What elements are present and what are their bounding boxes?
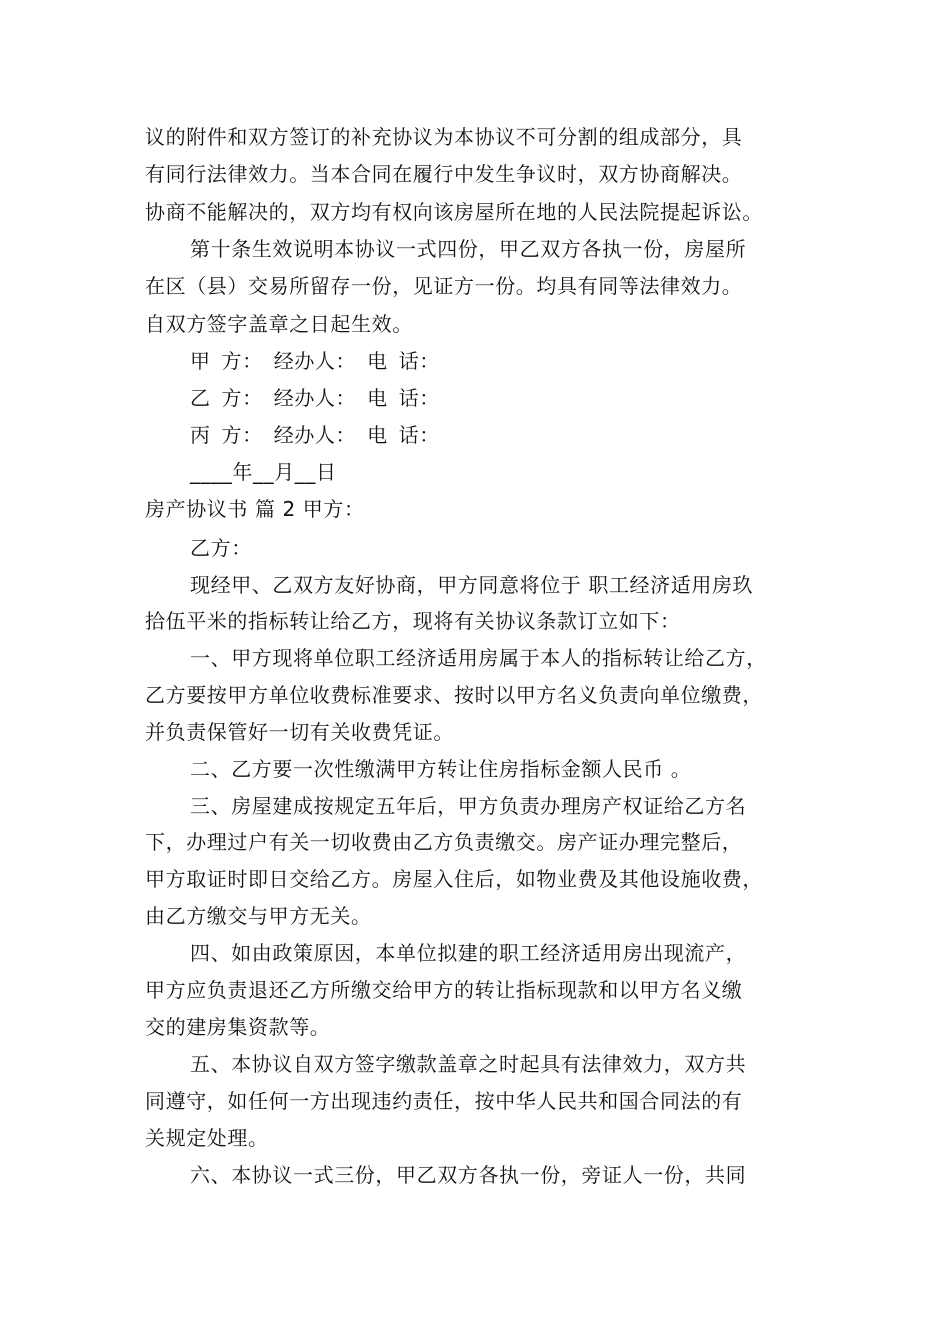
signature-line-party-c: 丙 方： 经办人： 电 话： xyxy=(190,423,440,447)
text-line: 议的附件和双方签订的补充协议为本协议不可分割的组成部分，具 xyxy=(145,125,743,149)
text-line: 乙方要按甲方单位收费标准要求、按时以甲方名义负责向单位缴费， xyxy=(145,683,763,707)
party-b-label: 乙方： xyxy=(190,536,252,560)
section-heading: 房产协议书 篇 2 甲方： xyxy=(145,497,365,521)
clause-4-line: 四、如由政策原因，本单位拟建的职工经济适用房出现流产， xyxy=(190,941,747,965)
text-line: 自双方签字盖章之日起生效。 xyxy=(145,312,413,336)
text-line: 协商不能解决的，双方均有权向该房屋所在地的人民法院提起诉讼。 xyxy=(145,200,763,224)
signature-line-party-b: 乙 方： 经办人： 电 话： xyxy=(190,386,440,410)
clause-6-line: 六、本协议一式三份，甲乙双方各执一份，旁证人一份，共同 xyxy=(190,1163,747,1187)
text-line: 关规定处理。 xyxy=(145,1126,269,1150)
signature-line-party-a: 甲 方： 经办人： 电 话： xyxy=(190,349,440,373)
text-line: 同遵守，如任何一方出现违约责任，按中华人民共和国合同法的有 xyxy=(145,1089,743,1113)
clause-5-line: 五、本协议自双方签字缴款盖章之时起具有法律效力，双方共 xyxy=(190,1052,747,1076)
text-line: 并负责保管好一切有关收费凭证。 xyxy=(145,720,454,744)
date-line: ____年__月__日 xyxy=(190,460,337,484)
text-line: 在区（县）交易所留存一份，见证方一份。均具有同等法律效力。 xyxy=(145,274,743,298)
text-line: 由乙方缴交与甲方无关。 xyxy=(145,904,372,928)
text-line: 甲方应负责退还乙方所缴交给甲方的转让指标现款和以甲方名义缴 xyxy=(145,978,743,1002)
clause-1-line: 一、甲方现将单位职工经济适用房属于本人的指标转让给乙方， xyxy=(190,646,767,670)
paragraph-start-line: 第十条生效说明本协议一式四份，甲乙双方各执一份，房屋所 xyxy=(190,237,747,261)
text-line: 有同行法律效力。当本合同在履行中发生争议时，双方协商解决。 xyxy=(145,162,743,186)
paragraph-start-line: 现经甲、乙双方友好协商，甲方同意将位于 职工经济适用房玖 xyxy=(190,573,754,597)
clause-3-line: 三、房屋建成按规定五年后，甲方负责办理房产权证给乙方名 xyxy=(190,794,747,818)
clause-2-line: 二、乙方要一次性缴满甲方转让住房指标金额人民币 。 xyxy=(190,757,692,781)
text-line: 甲方取证时即日交给乙方。房屋入住后，如物业费及其他设施收费， xyxy=(145,867,763,891)
text-line: 交的建房集资款等。 xyxy=(145,1015,331,1039)
text-line: 下，办理过户有关一切收费由乙方负责缴交。房产证办理完整后， xyxy=(145,830,743,854)
text-line: 拾伍平米的指标转让给乙方，现将有关协议条款订立如下： xyxy=(145,609,681,633)
